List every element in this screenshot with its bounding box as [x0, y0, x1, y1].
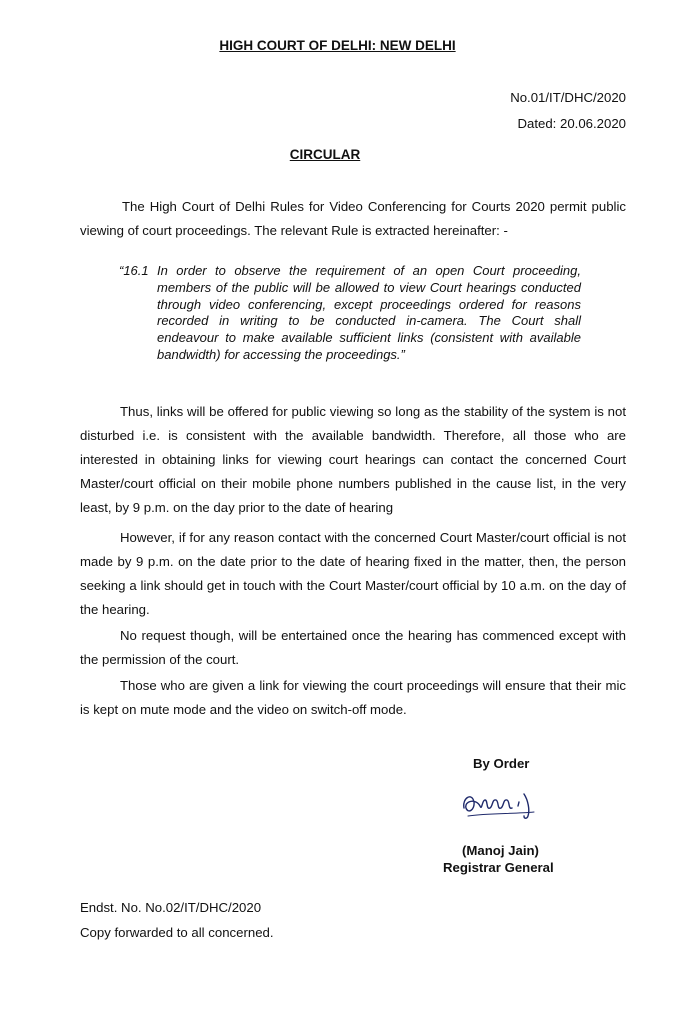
endorsement-number: Endst. No. No.02/IT/DHC/2020: [80, 900, 262, 915]
copy-forwarded-line: Copy forwarded to all concerned.: [80, 925, 274, 940]
intro-paragraph: The High Court of Delhi Rules for Video Conferencing for Courts 2020 permit public viewing of court proceedings. The relevant Rule is extracted hereinafter: -: [80, 199, 626, 238]
court-title: HIGH COURT OF DELHI: NEW DELHI: [219, 38, 456, 53]
paragraph-no-request: No request though, will be entertained once the hearing has commenced except with the permission of the court.: [80, 628, 626, 667]
date-line: Dated: 20.06.2020: [517, 116, 626, 131]
by-order-label: By Order: [473, 756, 530, 771]
reference-number: No.01/IT/DHC/2020: [510, 90, 626, 105]
signatory-designation: Registrar General: [443, 860, 554, 875]
paragraph-mute: Those who are given a link for viewing the court proceedings will ensure that their mic is kept on mute mode and the video on switch-off mode.: [80, 678, 626, 717]
paragraph-contact: However, if for any reason contact with the concerned Court Master/court official is not made by 9 p.m. on the date prior to the date of hearing fixed in the matter, then, the person seeking a link should get in touch with the Court Master/court official by 10 a.m. on the day of the hearing.: [80, 530, 626, 617]
rule-number: “16.1: [119, 263, 149, 278]
handwritten-signature: [458, 786, 548, 826]
rule-quote: [119, 263, 581, 364]
circular-heading: CIRCULAR: [289, 147, 361, 162]
rule-text: In order to observe the requirement of an open Court proceeding, members of the public will be allowed to view Court hearings conducted through video conferencing, except proceedings ordered for reasons recorded in writing to be conducted in-camera. The Court shall endeavour to make available sufficient links (consistent with available bandwidth) for accessing the proceedings.”: [157, 263, 581, 362]
paragraph-links: Thus, links will be offered for public viewing so long as the stability of the system is not disturbed i.e. is consistent with the available bandwidth. Therefore, all those who are interested in obtaining links for viewing court hearings can contact the concerned Court Master/court official on their mobile phone numbers published in the cause list, in the very least, by 9 p.m. on the day prior to the date of hearing: [80, 404, 626, 515]
signatory-name: (Manoj Jain): [462, 843, 539, 858]
